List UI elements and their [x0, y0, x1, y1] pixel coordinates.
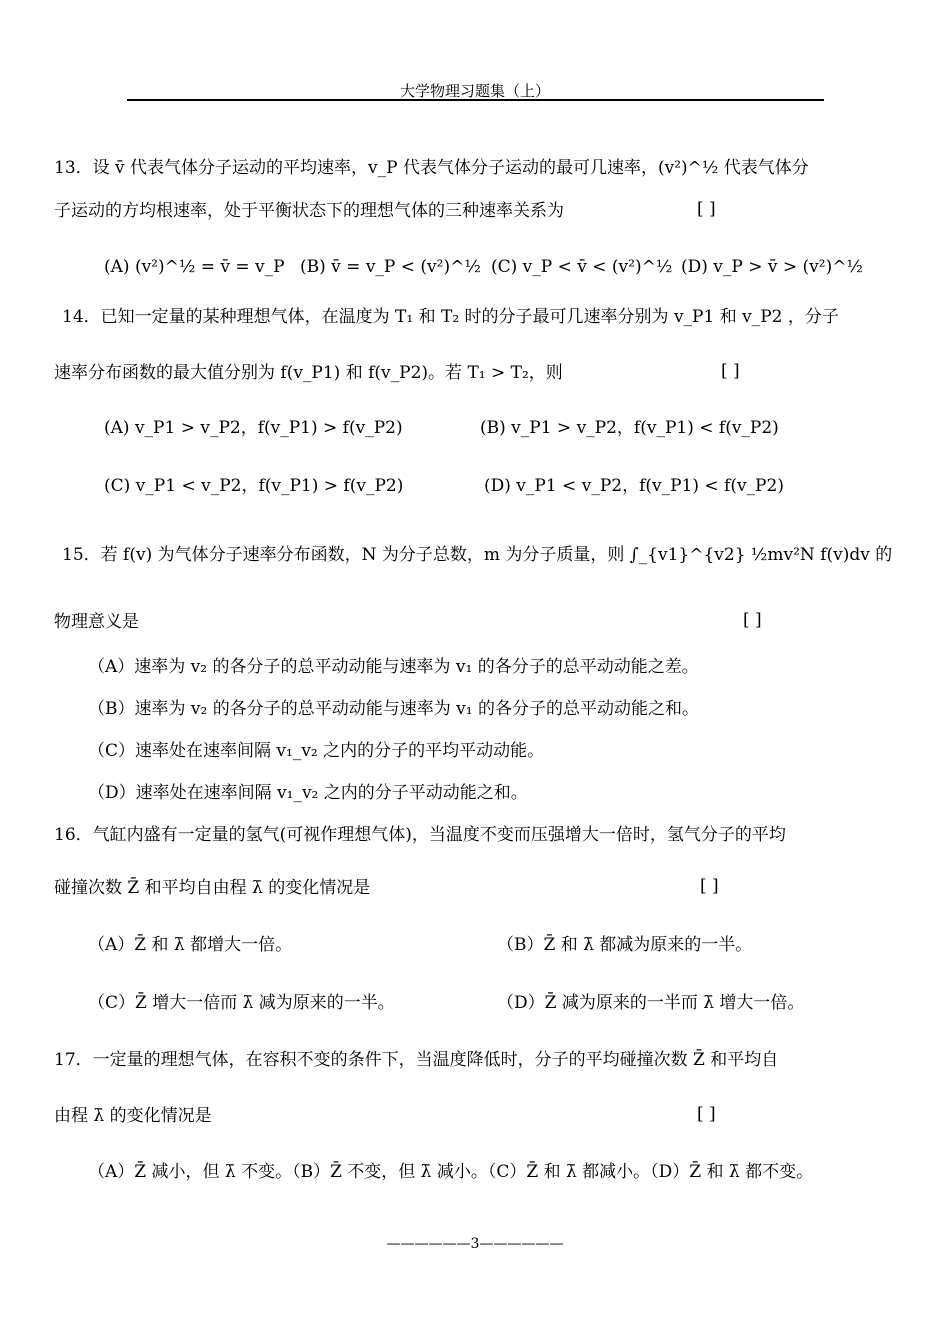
q16-stem-line-1: 16．气缸内盛有一定量的氢气(可视作理想气体)，当温度不变而压强增大一倍时，氢气分子的平均	[54, 825, 786, 845]
q13-option-d: (D) v_P > v̄ > (v²)^½	[681, 257, 863, 277]
header-rule	[127, 99, 824, 101]
q14-option-a: (A) v_P1 > v_P2，f(v_P1) > f(v_P2)	[104, 418, 403, 438]
q13-stem-line-1: 13．设 v̄ 代表气体分子运动的平均速率，v_P 代表气体分子运动的最可几速率，(v²)^½ 代表气体分	[54, 158, 809, 178]
q13-option-a: (A) (v²)^½ = v̄ = v_P	[104, 257, 285, 277]
q16-stem-line-2: 碰撞次数 Z̄ 和平均自由程 λ̄ 的变化情况是	[54, 878, 371, 898]
q16-option-b: （B）Z̄ 和 λ̄ 都减为原来的一半。	[497, 935, 753, 955]
q15-option-c: （C）速率处在速率间隔 v₁_v₂ 之内的分子的平均平动动能。	[88, 741, 545, 761]
q14-option-d: (D) v_P1 < v_P2，f(v_P1) < f(v_P2)	[484, 476, 784, 496]
q15-option-b: （B）速率为 v₂ 的各分子的总平动动能与速率为 v₁ 的各分子的总平动动能之和。	[88, 699, 699, 719]
q14-answer-bracket: [ ]	[721, 361, 740, 381]
q17-options: （A）Z̄ 减小，但 λ̄ 不变。（B）Z̄ 不变，但 λ̄ 减小。（C）Z̄ 和 λ̄ 都减小。（D）Z̄ 和 λ̄ 都不变。	[88, 1162, 814, 1182]
q13-option-c: (C) v_P < v̄ < (v²)^½	[491, 257, 673, 277]
q15-answer-bracket: [ ]	[743, 610, 762, 630]
q17-stem-line-2: 由程 λ̄ 的变化情况是	[54, 1106, 212, 1126]
page-number: ——————3——————	[386, 1236, 564, 1252]
q13-stem-line-2: 子运动的方均根速率，处于平衡状态下的理想气体的三种速率关系为	[54, 201, 564, 221]
q17-answer-bracket: [ ]	[697, 1104, 716, 1124]
q16-option-d: （D）Z̄ 减为原来的一半而 λ̄ 增大一倍。	[497, 993, 805, 1013]
q14-option-c: (C) v_P1 < v_P2，f(v_P1) > f(v_P2)	[104, 476, 404, 496]
q16-option-c: （C）Z̄ 增大一倍而 λ̄ 减为原来的一半。	[88, 993, 395, 1013]
q14-stem-line-1: 14．已知一定量的某种理想气体，在温度为 T₁ 和 T₂ 时的分子最可几速率分别为 v_P1 和 v_P2 ，分子	[62, 307, 839, 327]
q15-option-a: （A）速率为 v₂ 的各分子的总平动动能与速率为 v₁ 的各分子的总平动动能之差。	[88, 657, 699, 677]
q16-answer-bracket: [ ]	[700, 876, 719, 896]
q17-stem-line-1: 17．一定量的理想气体，在容积不变的条件下，当温度降低时，分子的平均碰撞次数 Z̄ 和平均自	[54, 1050, 779, 1070]
q15-stem-line-1: 15．若 f(v) 为气体分子速率分布函数，N 为分子总数，m 为分子质量，则 ∫_{v1}^{v2} ½mv²N f(v)dv 的	[62, 545, 893, 565]
q13-answer-bracket: [ ]	[697, 199, 716, 219]
q16-option-a: （A）Z̄ 和 λ̄ 都增大一倍。	[88, 935, 293, 955]
page-header: 大学物理习题集（上）	[399, 82, 550, 100]
q13-option-b: (B) v̄ = v_P < (v²)^½	[300, 257, 481, 277]
q14-stem-line-2: 速率分布函数的最大值分别为 f(v_P1) 和 f(v_P2)。若 T₁ > T₂，则	[54, 363, 563, 383]
q15-option-d: （D）速率处在速率间隔 v₁_v₂ 之内的分子平动动能之和。	[88, 783, 528, 803]
q15-stem-line-2: 物理意义是	[54, 612, 139, 632]
q14-option-b: (B) v_P1 > v_P2，f(v_P1) < f(v_P2)	[480, 418, 779, 438]
